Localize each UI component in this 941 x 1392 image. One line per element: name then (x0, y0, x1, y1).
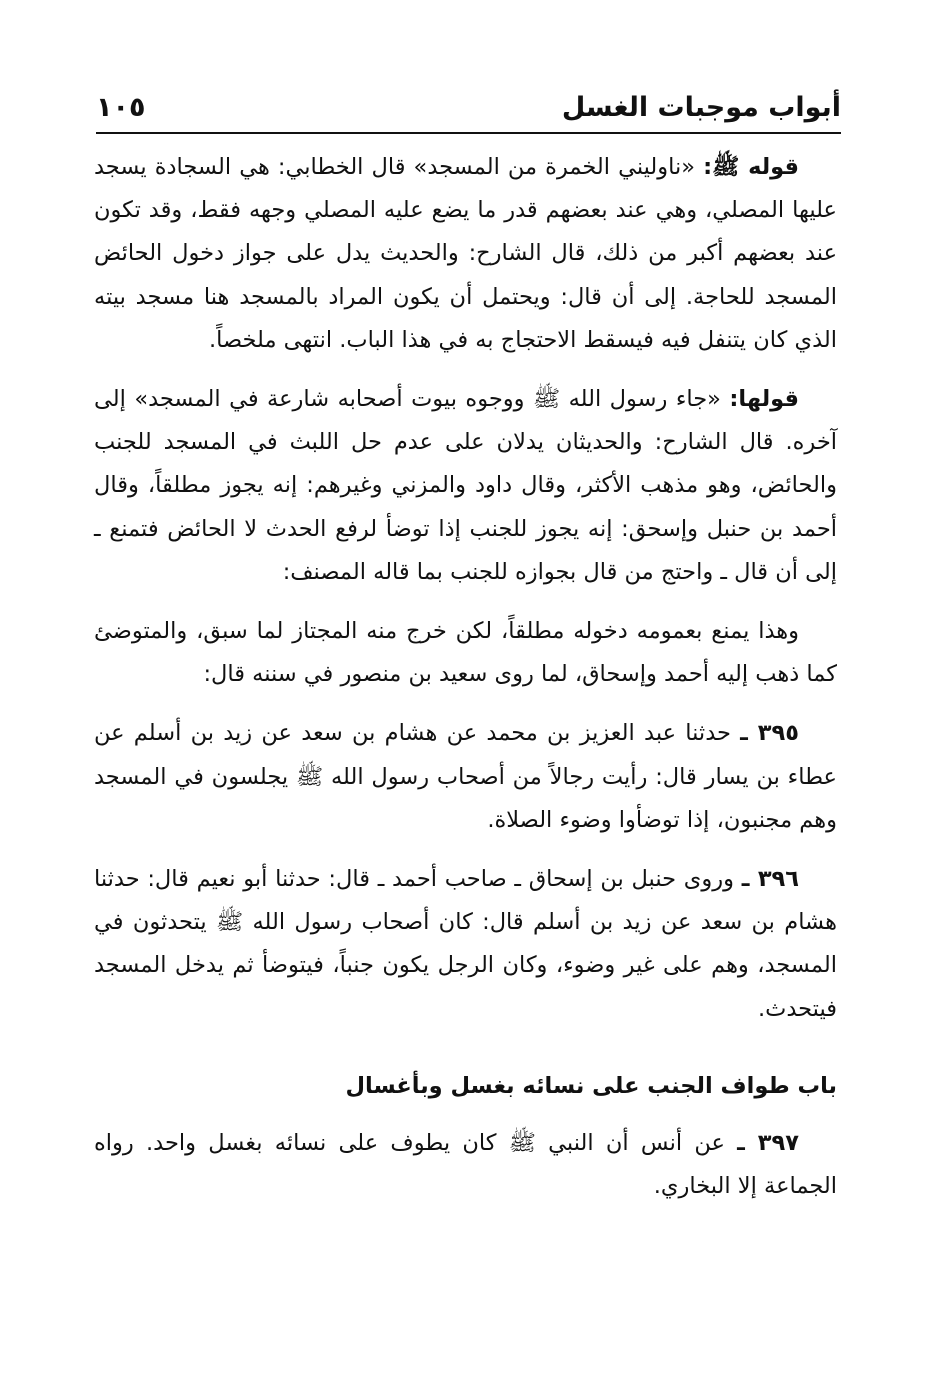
paragraph-text: «جاء رسول الله ﷺ ووجوه بيوت أصحابه شارعة في المسجد» إلى آخره. قال الشارح: والحديثان يدلان على عدم حل اللبث في المسجد للجنب والحائض، وهو مذهب الأكثر، وقال داود والمزني وغيرهم: إنه يجوز مطلقاً، وقال أحمد بن حنبل وإسحق: إنه يجوز للجنب إذا توضأ لرفع الحدث لا الحائض فتمنع ـ إلى أن قال ـ واحتج من قال بجوازه للجنب بما قاله المصنف: (94, 386, 837, 585)
hadith-text: عن أنس أن النبي ﷺ كان يطوف على نسائه بغسل واحد. رواه الجماعة إلا البخاري. (94, 1129, 837, 1200)
paragraph-commentary-khumra (94, 146, 837, 362)
hadith-text: حدثنا عبد العزيز بن محمد عن هشام بن سعد عن زيد بن أسلم عن عطاء بن يسار قال: رأيت رجالاً من أصحاب رسول الله ﷺ يجلسون في المسجد وهم مجنبون، إذا توضأوا وضوء الصلاة. (94, 720, 837, 833)
paragraph-lead: قوله ﷺ: (703, 154, 799, 180)
paragraph-commentary-houses (94, 378, 837, 594)
hadith-number: ٣٩٦ ـ (741, 866, 800, 893)
hadith-395 (94, 712, 837, 842)
paragraph-text: وهذا يمنع بعمومه دخوله مطلقاً، لكن خرج منه المجتاز لما سبق، والمتوضئ كما ذهب إليه أحمد وإسحاق، لما روى سعيد بن منصور في سننه قال: (94, 618, 837, 688)
paragraph-lead: قولها: (729, 386, 799, 413)
hadith-397 (94, 1122, 837, 1208)
hadith-396 (94, 858, 837, 1031)
paragraph-text: «ناوليني الخمرة من المسجد» قال الخطابي: هي السجادة يسجد عليها المصلي، وهي عند بعضهم قدر ما يضع عليه المصلي وجهه فقط، وقد تكون عند بعضهم أكبر من ذلك، قال الشارح: والحديث يدل على جواز دخول الحائض المسجد للحاجة. إلى أن قال: ويحتمل أن يكون المراد بالمسجد هنا مسجد بيته الذي كان يتنفل فيه فيسقط الاحتجاج به في هذا الباب. انتهى ملخصاً. (94, 154, 837, 353)
chapter-heading: باب طواف الجنب على نسائه بغسل وبأغسال (345, 1072, 837, 1099)
hadith-text: وروى حنبل بن إسحاق ـ صاحب أحمد ـ قال: حدثنا أبو نعيم قال: حدثنا هشام بن سعد عن زيد بن أسلم قال: كان أصحاب رسول الله ﷺ يتحدثون في المسجد، وهم على غير وضوء، وكان الرجل يكون جنباً، فيتوضأ ثم يدخل المسجد فيتحدث. (94, 866, 837, 1022)
page-number: ١٠٥ (96, 92, 146, 123)
hadith-number: ٣٩٥ ـ (740, 720, 799, 747)
page-header (96, 80, 841, 128)
running-title: أبواب موجبات الغسل (561, 92, 841, 123)
header-rule (96, 132, 841, 134)
hadith-number: ٣٩٧ ـ (737, 1129, 799, 1156)
paragraph-author-text (94, 610, 837, 696)
page-body (94, 146, 837, 1224)
